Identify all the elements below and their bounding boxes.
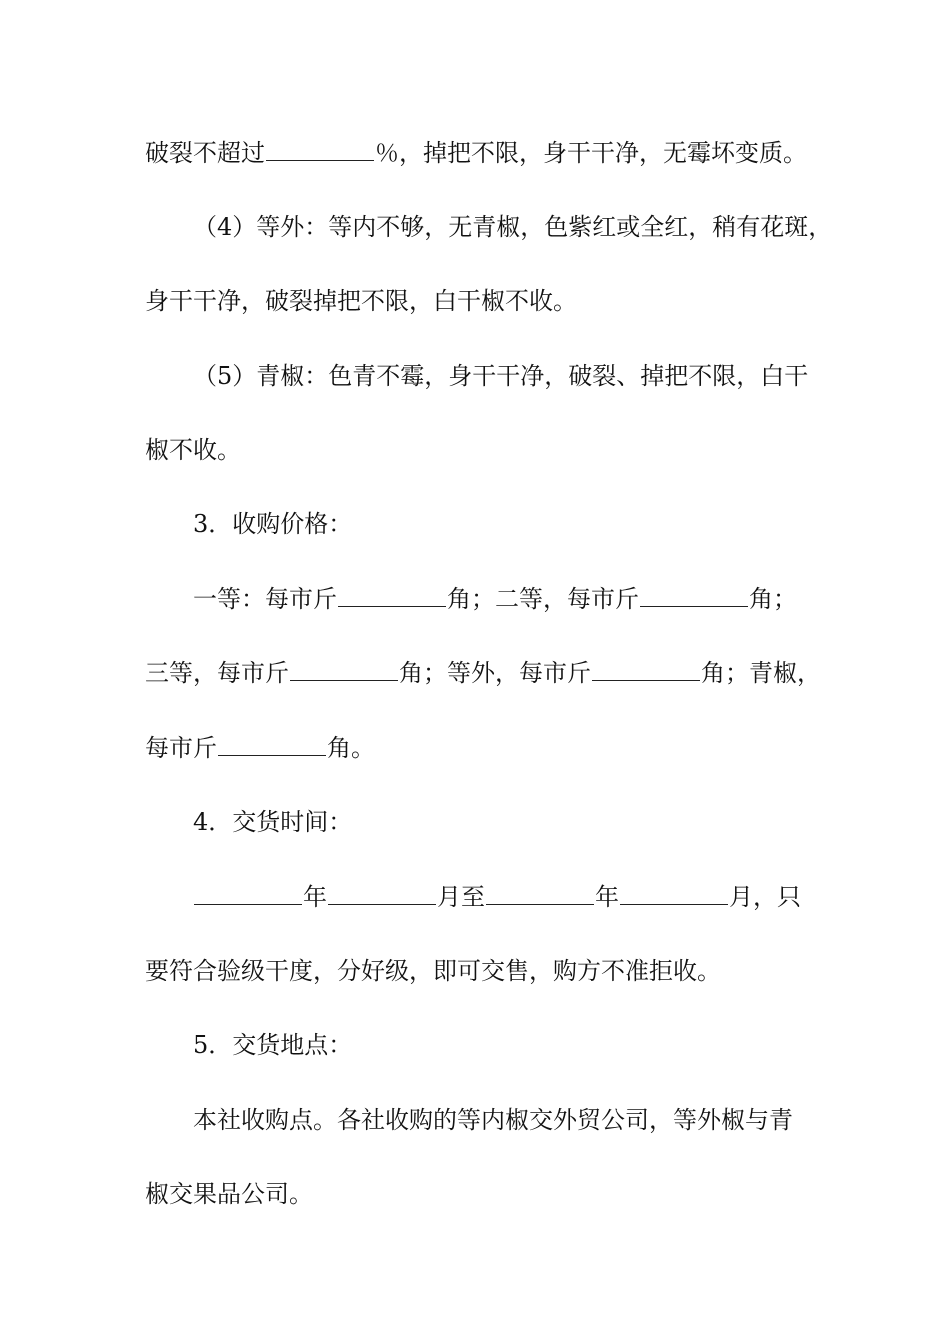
text: 一等：每市斤 <box>193 585 337 613</box>
fill-blank[interactable] <box>640 586 748 607</box>
fill-blank[interactable] <box>194 884 302 905</box>
text: 三等，每市斤 <box>145 659 289 687</box>
section-heading: 4．交货时间： <box>193 808 353 836</box>
fill-blank[interactable] <box>266 140 374 161</box>
text: 年 <box>595 883 619 911</box>
section-heading: 5．交货地点： <box>193 1031 353 1059</box>
paragraph-line: 身干干净，破裂掉把不限，白干椒不收。 <box>145 287 577 315</box>
fill-blank[interactable] <box>328 884 436 905</box>
paragraph-line <box>193 585 797 613</box>
fill-blank[interactable] <box>338 586 446 607</box>
text: 每市斤 <box>145 734 217 762</box>
paragraph-line <box>145 659 821 687</box>
text: 角；二等，每市斤 <box>447 585 639 613</box>
paragraph-line: （4）等外：等内不够，无青椒，色紫红或全红，稍有花斑， <box>193 213 833 241</box>
paragraph-line: 本社收购点。各社收购的等内椒交外贸公司，等外椒与青 <box>193 1106 793 1134</box>
paragraph-line <box>145 139 807 167</box>
text: 角。 <box>327 734 375 762</box>
fill-blank[interactable] <box>218 735 326 756</box>
text: ％，掉把不限，身干干净，无霉坏变质。 <box>375 139 807 167</box>
paragraph-line: 要符合验级干度，分好级，即可交售，购方不准拒收。 <box>145 957 721 985</box>
fill-blank[interactable] <box>592 660 700 681</box>
fill-blank[interactable] <box>620 884 728 905</box>
paragraph-line <box>193 883 801 911</box>
section-heading: 3．收购价格： <box>193 510 353 538</box>
text: 角；等外，每市斤 <box>399 659 591 687</box>
text: 月，只 <box>729 883 801 911</box>
paragraph-line: （5）青椒：色青不霉，身干干净，破裂、掉把不限，白干 <box>193 362 809 390</box>
paragraph-line: 椒不收。 <box>145 436 241 464</box>
text: 月至 <box>437 883 485 911</box>
text: 年 <box>303 883 327 911</box>
text: 破裂不超过 <box>145 139 265 167</box>
fill-blank[interactable] <box>290 660 398 681</box>
text: 角； <box>749 585 797 613</box>
fill-blank[interactable] <box>486 884 594 905</box>
paragraph-line <box>145 734 375 762</box>
text: 角；青椒， <box>701 659 821 687</box>
paragraph-line: 椒交果品公司。 <box>145 1180 313 1208</box>
